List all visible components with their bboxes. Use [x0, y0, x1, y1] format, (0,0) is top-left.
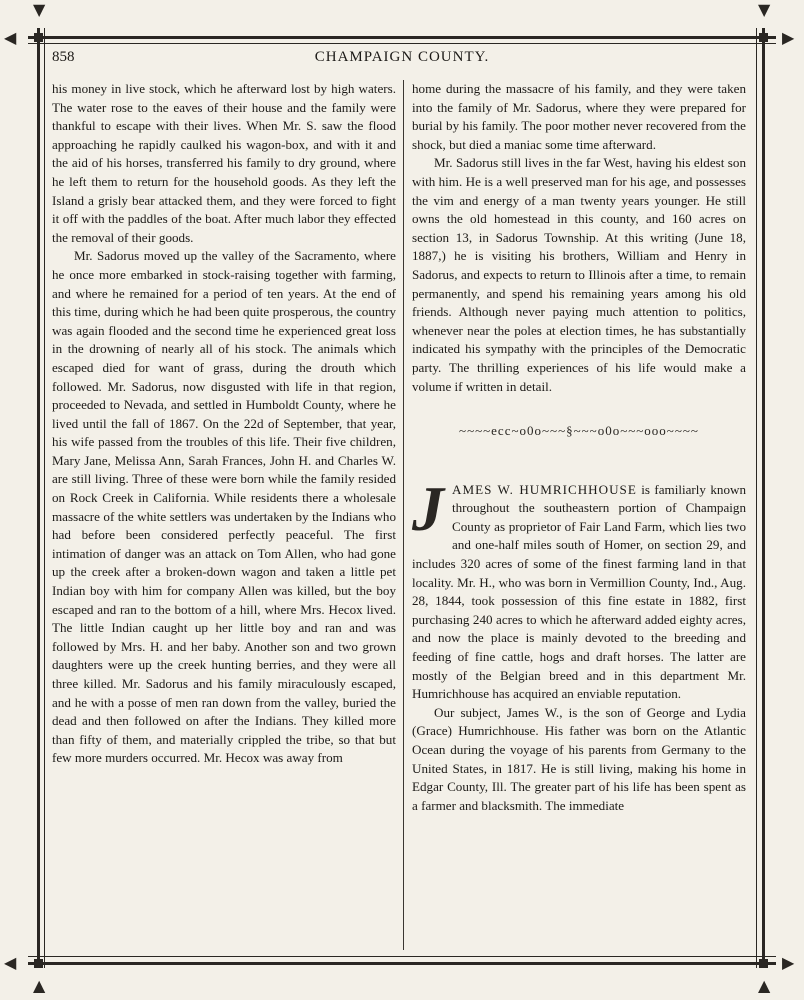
arrow-tip-icon: ▶ — [782, 28, 795, 47]
corner-ornament-icon — [34, 33, 43, 42]
corner-ornament-icon — [759, 959, 768, 968]
section-ornament: ~~~~ecc~o0o~~~§~~~o0o~~~ooo~~~~ — [459, 423, 699, 439]
paragraph: Mr. Sadorus moved up the valley of the Sacramento, where he once more embarked in stock-raising together with farming, and where he remained for a period of ten years. At the end of this time, during which he had been quite prosperous, the country was again flooded and the second time he experienced great loss in the drowning of nearly all of his stock. The animals which escaped died for want of grass, during the drouth which followed. Mr. Sadorus, now disgusted with life in that region, proceeded to Nevada, and settled in Humboldt County, where he lived until the fall of 1867. On the 22d of September, that year, his wife passed from the troubles of this life. Their five children, Mary Jane, Melissa Ann, Sarah Frances, John H. and Charles W. are still living. Three of these were born while the family resided on Rock Creek in California. While residents there a wholesale massacre of the white settlers was undertaken by the Indians who had before been considered perfectly peaceful. The first intimation of danger was an attack on Tom Allen, who had gone up the creek after a broken-down wagon and taken a little pet Indian boy with him for company Allen was killed, but the boy escaped and ran to the bottom of a hill, where Mrs. Hecox lived. The little Indian caught up her little boy and ran and was followed by Mrs. H. and her baby. Another son and two grown daughters were up the creek hunting berries, and they were all three killed. Mr. Sadorus and his family miraculously escaped, and he with a posse of men ran down from the valley, buried the dead and then followed on after the Indians. They killed more than fifty of them, and materially crippled the tribe, so that but few more murders occurred. Mr. Hecox was away from — [52, 248, 396, 766]
corner-ornament-icon — [759, 33, 768, 42]
paragraph: Mr. Sadorus still lives in the far West, having his eldest son with him. He is a well preserved man for his age, and possesses the vim and energy of a man twenty years younger. He still owns the old homestead in this county, and 160 acres on section 13, in Sadorus Township. At this writing (June 18, 1887,) he is visiting his brothers, William and Henry in Sadorus, and expects to return to Illinois after a time, to remain permanently, and spend his remaining years among his old friends. Although never paying much attention to politics, whenever near the poles at election times, he has substantially indicated his sympathy with the principles of the Democratic party. The thrilling experiences of his life would make a volume if written in detail. — [412, 155, 746, 394]
arrow-tip-icon: ▼ — [33, 0, 46, 19]
right-border-outer — [762, 28, 765, 968]
right-border-inner — [756, 28, 757, 968]
left-border-inner — [44, 28, 45, 968]
biography-intro — [412, 472, 747, 704]
column-divider — [403, 80, 404, 950]
right-column — [412, 80, 746, 815]
top-border-inner — [28, 43, 776, 44]
arrow-tip-icon: ▲ — [33, 976, 46, 995]
paragraph: his money in live stock, which he afterward lost by high waters. The water rose to the eaves of their house and the family were thankful to escape with their lives. When Mr. S. saw the flood approaching he rapidly caulked his wagon-box, and with it and the aid of his horses, transferred his family to dry ground, where he left them to return for the household goods. As they left the Island a grisly bear attacked them, and they were forced to fight it off with the paddles of the boat. After much labor they effected the removal of their goods. — [52, 81, 396, 245]
arrow-tip-icon: ▶ — [782, 953, 795, 972]
bottom-border-outer — [28, 962, 776, 965]
corner-ornament-icon — [34, 959, 43, 968]
arrow-tip-icon: ▲ — [758, 976, 771, 995]
left-column — [52, 80, 396, 768]
running-title: CHAMPAIGN COUNTY. — [314, 49, 490, 65]
page-number: 858 — [52, 49, 75, 65]
top-border-outer — [28, 36, 776, 39]
left-border-outer — [37, 28, 40, 968]
paragraph-text: is familiarly known throughout the southeastern portion of Champaign County as proprietor of Fair Land Farm, which lies two and one-half miles south of Homer, on section 29, and includes 320 acres of some of the finest farming land in that locality. Mr. H., who was born in Vermillion County, Ind., Aug. 28, 1844, took possession of this fine estate in 1882, first purchasing 240 acres to which he afterward added eighty acres, and now the place is mainly devoted to the breeding and feeding of fine cattle, hogs and draft horses. The latter are mostly of the Belgian breed and in this department Mr. Humrichhouse has acquired an enviable reputation. — [412, 481, 747, 702]
arrow-tip-icon: ◀ — [4, 28, 17, 47]
arrow-tip-icon: ◀ — [4, 953, 17, 972]
paragraph: Our subject, James W., is the son of George and Lydia (Grace) Humrichhouse. His father was born on the Atlantic Ocean during the voyage of his parents from Germany to the United States, in 1817. He is still living, making his home in Edgar County, Ill. The greater part of his life has been spent as a farmer and blacksmith. The immediate — [412, 704, 746, 813]
page-header — [52, 49, 752, 71]
drop-cap-initial: J — [412, 472, 444, 544]
subject-name: AMES W. HUMRICHHOUSE — [452, 481, 637, 497]
bottom-border-inner — [28, 956, 776, 957]
paragraph: home during the massacre of his family, and they were taken into the family of Mr. Sadorus, where they were prepared for burial by his family. The poor mother never recovered from the shock, but died a maniac some time afterward. — [412, 81, 746, 152]
arrow-tip-icon: ▼ — [758, 0, 771, 19]
